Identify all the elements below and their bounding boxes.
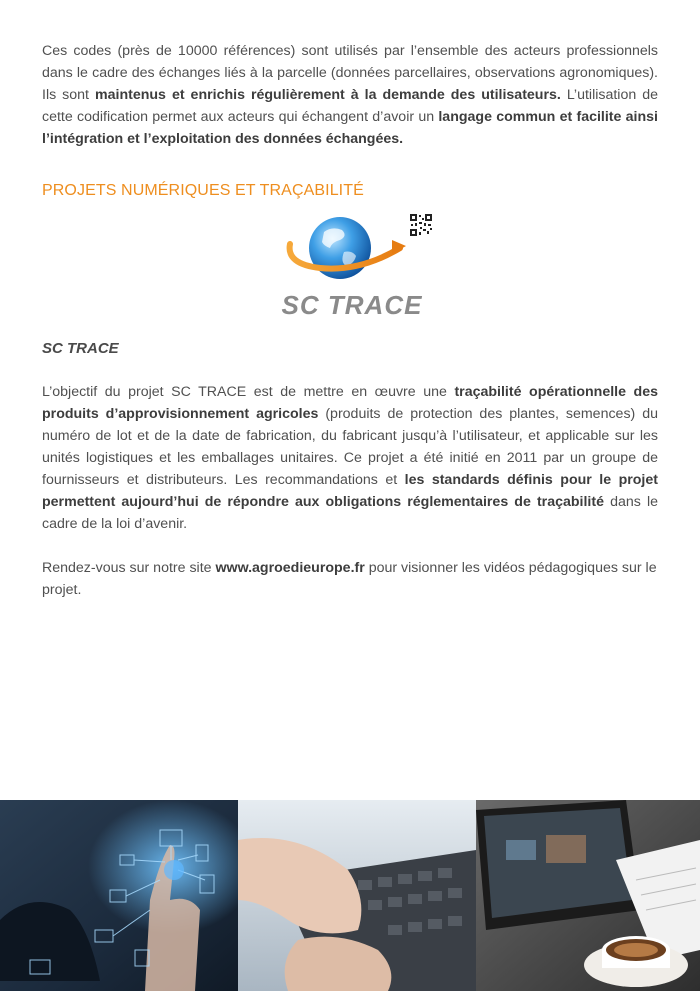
website-text-2: pour visionner les vidéos pédagogiques sur le projet. xyxy=(42,560,657,598)
intro-text-1: Ces codes (près de 10000 références) sont utilisés par l’ensemble des acteurs professionnels dans le cadre des échanges liés à la parcelle (données parcellaires, observations agronomiques). Ils sont xyxy=(42,43,658,103)
intro-paragraph xyxy=(42,40,658,150)
photo-strip xyxy=(0,800,700,991)
website-paragraph xyxy=(42,557,658,601)
laptop-typing-photo xyxy=(238,800,476,991)
sc-trace-logo xyxy=(42,214,658,326)
body-text-3: dans le cadre de la loi d’avenir. xyxy=(42,494,658,532)
project-description xyxy=(42,381,658,535)
touchscreen-network-photo xyxy=(0,800,238,991)
project-title: SC TRACE xyxy=(42,340,119,357)
logo-wordmark: SC TRACE xyxy=(281,290,423,320)
page-content xyxy=(42,40,658,601)
body-text-2: (produits de protection des plantes, semences) du numéro de lot et de la date de fabrication, du fabricant jusqu’à l’utilisateur, et applicable sur les unités logistiques et les emballages unitaires. Ce projet a été initié en 2011 par un groupe de fournisseurs et distributeurs. Les recommandations et xyxy=(42,406,658,488)
body-text-1: L’objectif du projet SC TRACE est de mettre en œuvre une xyxy=(42,384,455,400)
section-heading: PROJETS NUMÉRIQUES ET TRAÇABILITÉ xyxy=(42,182,364,199)
body-bold-1: traçabilité opérationnelle des produits d’approvisionnement agricoles xyxy=(42,384,658,422)
intro-bold-1: maintenus et enrichis régulièrement à la demande des utilisateurs. xyxy=(95,87,561,103)
website-link[interactable]: www.agroedieurope.fr xyxy=(215,560,365,576)
laptop-coffee-photo xyxy=(476,800,700,991)
body-bold-2: les standards définis pour le projet permettent aujourd’hui de répondre aux obligations réglementaires de traçabilité xyxy=(42,472,658,510)
qr-code-icon xyxy=(410,214,432,236)
website-text-1: Rendez-vous sur notre site xyxy=(42,560,216,576)
sc-trace-globe-logo xyxy=(272,214,432,326)
intro-bold-2: langage commun et facilite ainsi l’intégration et l’exploitation des données échangées. xyxy=(42,109,658,147)
intro-text-2: L’utilisation de cette codification permet aux acteurs qui échangent d’avoir un xyxy=(42,87,658,125)
